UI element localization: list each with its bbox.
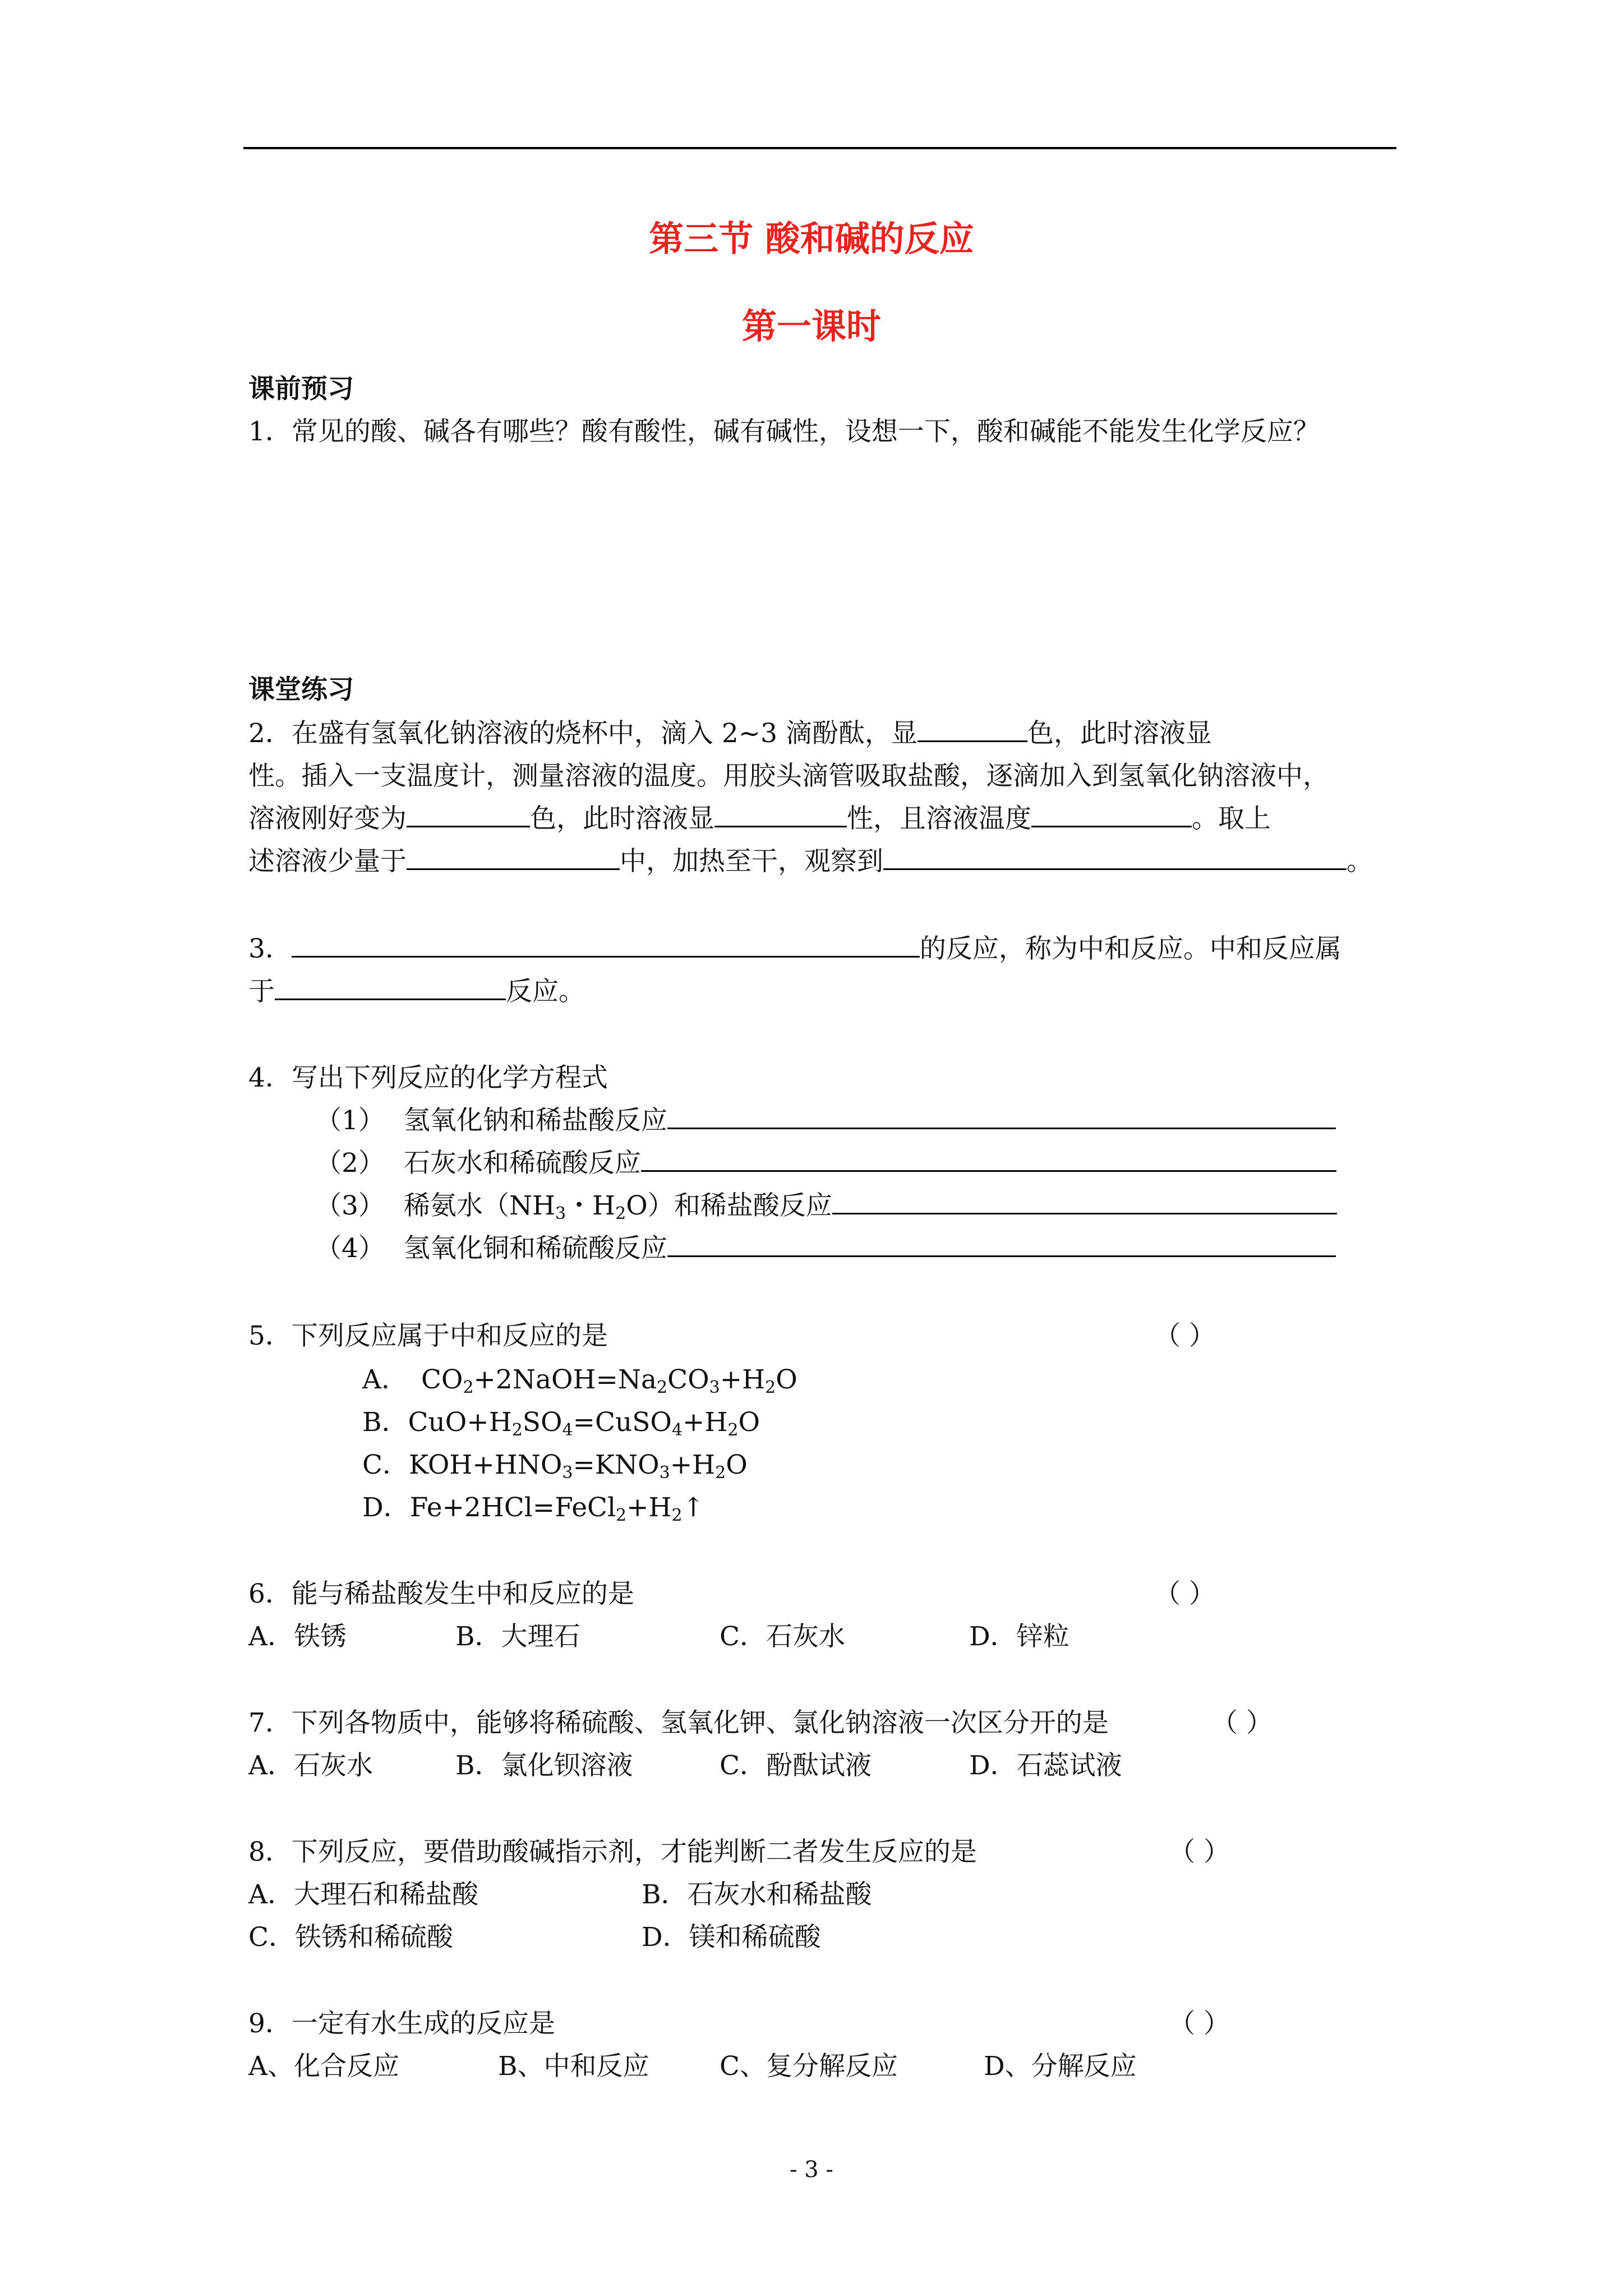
q5-a-label: A． [362,1364,408,1395]
q5-a-s2: +2NaOH=Na [473,1364,657,1395]
q7-option-c[interactable]: C．酚酞试液 [720,1750,872,1781]
q4-item-3-sub-2: 2 [615,1204,626,1223]
q4-item-3-text-a: 稀氨水（NH [403,1190,556,1221]
q5-a-n4: 2 [765,1378,776,1397]
q5-b-s5: O [738,1407,760,1438]
up-arrow-icon: ↑ [682,1492,704,1523]
q4-item-1-text: 氢氧化钠和稀盐酸反应 [403,1105,667,1136]
question-4-item-2 [315,1145,1336,1181]
question-2-line-3 [248,801,1271,837]
question-4-item-3 [315,1188,1337,1224]
q7-option-b[interactable]: B．氯化钡溶液 [455,1750,633,1781]
q3-blank-2[interactable] [275,974,506,1000]
q4-blank-2[interactable] [641,1145,1336,1172]
q5-option-d [362,1490,704,1526]
question-3-line-2 [248,974,585,1010]
q5-d-s1: Fe+2HCl=FeCl [409,1492,616,1523]
q5-b-s4: +H [683,1407,728,1438]
preview-heading: 课前预习 [248,374,354,404]
question-2-line-2: 性。插入一支温度计，测量溶液的温度。用胶头滴管吸取盐酸，逐滴加入到氢氧化钠溶液中， [248,761,1329,792]
q5-b-s1: CuO+H [408,1407,512,1438]
q5-d-n1: 2 [616,1506,627,1525]
q9-answer-paren[interactable]: （ ） [1169,2008,1230,2039]
q5-a-s3: CO [667,1364,709,1395]
q5-a-s5: O [776,1364,797,1395]
q7-option-a[interactable]: A．石灰水 [248,1750,373,1781]
q5-d-n2: 2 [671,1506,683,1525]
q2-blank-2[interactable] [407,801,530,827]
q5-b-s3: =CuSO [573,1407,672,1438]
q6-option-a[interactable]: A．铁锈 [248,1621,347,1652]
q5-d-s2: +H [626,1492,672,1523]
q5-d-label: D． [362,1492,410,1523]
q5-c-n3: 2 [715,1463,726,1483]
q2-blank-5[interactable] [407,844,620,870]
q5-a-s1: CO [421,1364,463,1395]
q9-option-a[interactable]: A、化合反应 [248,2051,399,2082]
q8-answer-paren[interactable]: （ ） [1169,1837,1230,1867]
q4-item-4-text: 氢氧化铜和稀硫酸反应 [403,1233,667,1264]
q4-item-3-text-b: ・H [566,1190,616,1221]
q3-text-4: 反应。 [506,976,585,1007]
q8-option-d[interactable]: D．镁和稀硫酸 [642,1922,821,1953]
q2-text-5: 色，此时溶液显 [530,803,714,834]
question-2-line-1 [248,716,1212,752]
q4-item-4-num: （4） [315,1233,385,1264]
q5-c-s3: +H [670,1450,716,1480]
q5-b-n2: 4 [562,1420,573,1440]
q5-a-n3: 3 [709,1378,720,1397]
q5-b-n3: 4 [671,1420,683,1440]
q2-text-6: 性，且溶液温度 [847,803,1031,834]
q4-blank-3[interactable] [832,1188,1337,1214]
q5-a-s4: +H [720,1364,766,1395]
q9-option-d[interactable]: D、分解反应 [984,2051,1137,2082]
page-number: - 3 - [790,2157,833,2183]
q6-option-d[interactable]: D．锌粒 [969,1621,1069,1652]
q4-item-3-sub-1: 3 [555,1204,566,1223]
question-8-stem: 8．下列反应，要借助酸碱指示剂，才能判断二者发生反应的是 [248,1837,977,1867]
question-6-stem: 6．能与稀盐酸发生中和反应的是 [248,1579,634,1609]
q5-a-n1: 2 [463,1378,474,1397]
q6-option-c[interactable]: C．石灰水 [720,1621,845,1652]
q2-blank-3[interactable] [714,801,847,827]
q5-c-s4: O [726,1450,748,1480]
q6-answer-paren[interactable]: （ ） [1154,1579,1215,1609]
q3-blank-1[interactable] [292,931,920,958]
question-9-stem: 9．一定有水生成的反应是 [248,2008,555,2039]
q5-c-s1: KOH+HNO [408,1450,562,1480]
q8-option-c[interactable]: C．铁锈和稀硫酸 [248,1922,453,1953]
q4-blank-1[interactable] [667,1103,1336,1129]
q8-option-a[interactable]: A．大理石和稀盐酸 [248,1879,478,1910]
question-5-stem: 5．下列反应属于中和反应的是 [248,1320,608,1351]
q4-item-3-text-c: O）和稀盐酸反应 [626,1190,832,1221]
q5-option-a [362,1362,797,1398]
q4-item-1-num: （1） [315,1105,385,1136]
q4-item-2-num: （2） [315,1148,385,1179]
q5-c-s2: =KNO [573,1450,660,1480]
q2-blank-4[interactable] [1031,801,1192,827]
q5-c-n1: 3 [562,1463,573,1483]
q5-b-n1: 2 [511,1420,523,1440]
q4-blank-4[interactable] [667,1231,1336,1257]
q5-option-c [362,1447,748,1483]
q2-text-2: 色，此时溶液显 [1027,718,1212,749]
q2-text-1: 2．在盛有氢氧化钠溶液的烧杯中，滴入 2~3 滴酚酞，显 [248,718,917,749]
q2-text-7: 。取上 [1192,803,1271,834]
q5-b-n4: 2 [727,1420,739,1440]
q2-text-8: 述溶液少量于 [248,846,407,877]
question-7-stem: 7．下列各物质中，能够将稀硫酸、氢氧化钾、氯化钠溶液一次区分开的是 [248,1708,1109,1738]
practice-heading: 课堂练习 [248,674,354,705]
q6-option-b[interactable]: B．大理石 [455,1621,580,1652]
q5-answer-paren[interactable]: （ ） [1154,1320,1215,1351]
section-title: 第三节 酸和碱的反应 [649,218,974,259]
q9-option-c[interactable]: C、复分解反应 [720,2051,898,2082]
q5-b-s2: SO [522,1407,562,1438]
q8-option-b[interactable]: B．石灰水和稀盐酸 [642,1879,872,1910]
q5-option-b [362,1405,760,1441]
q4-item-3-num: （3） [315,1190,385,1221]
question-4-stem: 4．写出下列反应的化学方程式 [248,1062,608,1093]
q9-option-b[interactable]: B、中和反应 [498,2051,649,2082]
q7-answer-paren[interactable]: （ ） [1211,1708,1272,1738]
q2-blank-6[interactable] [883,844,1347,870]
question-4-item-4 [315,1231,1336,1267]
q2-text-10: 。 [1347,846,1373,877]
question-1: 1．常见的酸、碱各有哪些？酸有酸性，碱有碱性，设想一下，酸和碱能不能发生化学反应？ [248,416,1320,447]
q2-blank-1[interactable] [917,716,1027,742]
q5-a-n2: 2 [657,1378,668,1397]
q2-text-4: 溶液刚好变为 [248,803,407,834]
q5-c-n2: 3 [659,1463,670,1483]
q7-option-d[interactable]: D．石蕊试液 [969,1750,1122,1781]
q5-b-label: B． [362,1407,408,1438]
q2-text-9: 中，加热至干，观察到 [620,846,883,877]
q4-item-2-text: 石灰水和稀硫酸反应 [403,1148,641,1179]
question-2-line-4 [248,844,1373,880]
q3-text-2: 的反应，称为中和反应。中和反应属 [919,933,1341,964]
question-4-item-1 [315,1103,1336,1139]
header-rule [243,147,1396,149]
q3-text-3: 于 [248,976,275,1007]
q5-c-label: C． [362,1450,409,1480]
q3-text-1: 3． [248,933,292,964]
lesson-subtitle: 第一课时 [741,306,881,347]
question-3-line-1 [248,931,1341,967]
